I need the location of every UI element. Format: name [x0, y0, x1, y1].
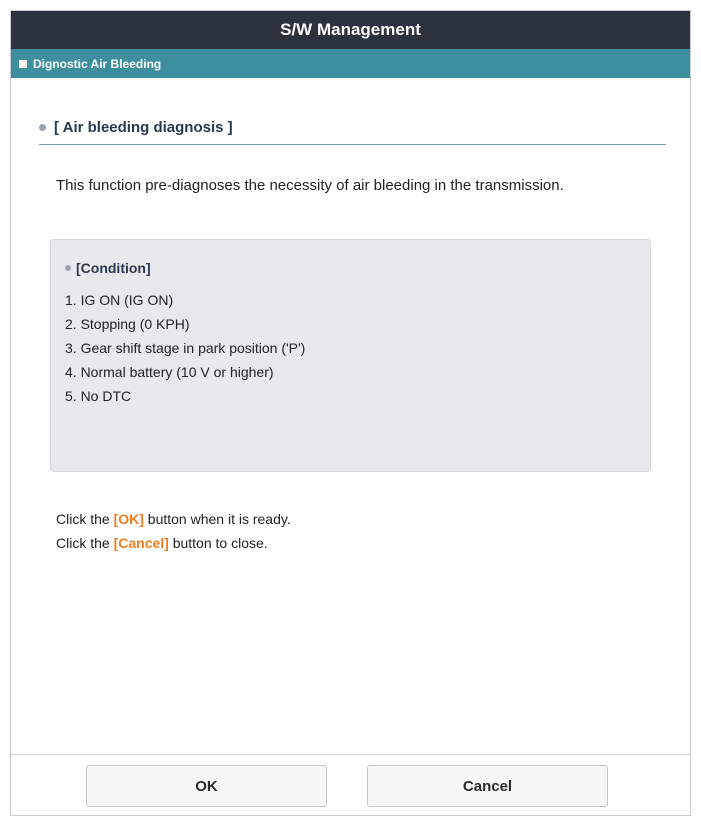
cancel-button[interactable]: Cancel — [367, 765, 608, 807]
instruction-text: button to close. — [168, 535, 268, 551]
condition-item: 2. Stopping (0 KPH) — [65, 316, 190, 332]
ok-button[interactable]: OK — [86, 765, 327, 807]
instruction-text: Click the — [56, 535, 114, 551]
sw-management-dialog — [10, 10, 691, 816]
condition-title — [65, 260, 636, 276]
instruction-line-ok — [56, 507, 291, 531]
condition-box — [50, 239, 651, 472]
condition-item: 5. No DTC — [65, 388, 132, 404]
instruction-text: button when it is ready. — [143, 511, 291, 527]
instructions — [56, 507, 291, 555]
condition-title-text: [Condition] — [76, 260, 151, 276]
condition-item: 1. IG ON (IG ON) — [65, 292, 174, 308]
dialog-footer — [11, 754, 690, 815]
subtitle-label: Dignostic Air Bleeding — [33, 56, 162, 71]
instruction-text: Click the — [56, 511, 114, 527]
dialog-title: S/W Management — [11, 11, 690, 49]
ok-highlight: [OK] — [113, 511, 144, 527]
instruction-line-cancel — [56, 531, 291, 555]
section-heading — [39, 119, 666, 145]
condition-item: 3. Gear shift stage in park position ('P') — [65, 340, 306, 356]
section-heading-text: [ Air bleeding diagnosis ] — [54, 119, 233, 136]
square-bullet-icon — [19, 60, 27, 68]
condition-item: 4. Normal battery (10 V or higher) — [65, 364, 274, 380]
cancel-highlight: [Cancel] — [113, 535, 169, 551]
subtitle-bar — [11, 49, 690, 78]
section-description: This function pre-diagnoses the necessity of air bleeding in the transmission. — [56, 177, 564, 194]
bullet-dot-icon — [65, 265, 71, 271]
bullet-dot-icon — [39, 124, 46, 131]
